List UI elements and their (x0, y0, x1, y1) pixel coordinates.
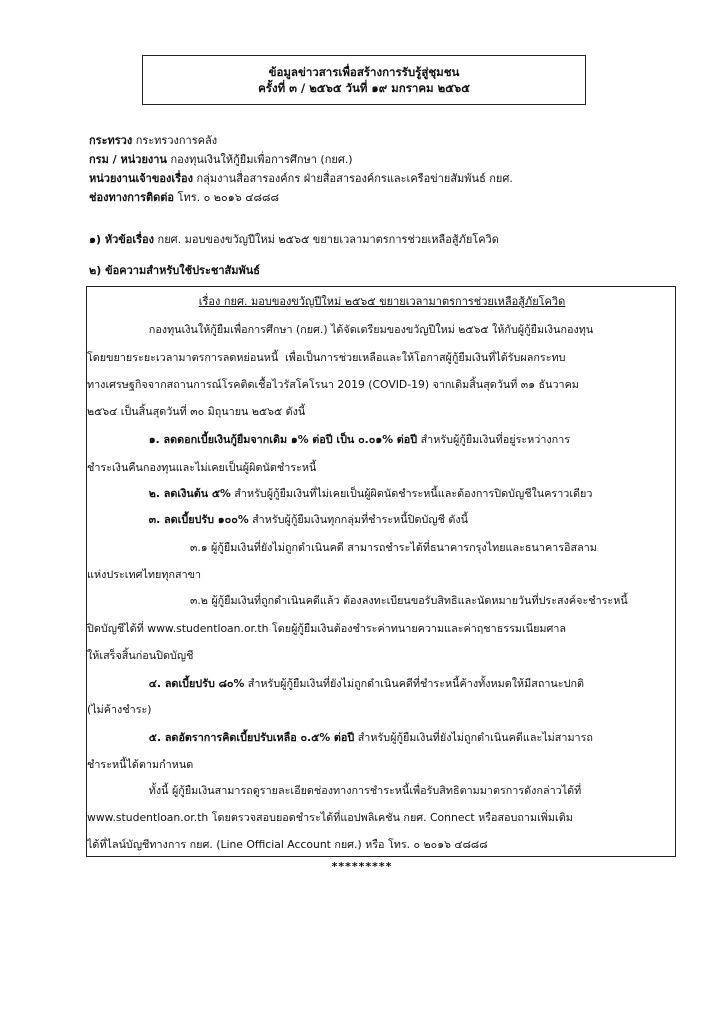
meta-contact (89, 188, 689, 207)
press-line-bold-text: ๕. ลดอัตราการคิดเบี้ยปรับเหลือ ๐.๕% ต่อปี (148, 731, 355, 744)
press-line (87, 485, 677, 503)
press-line (87, 403, 677, 421)
press-line (87, 539, 677, 557)
meta-contact-value: โทร. ๐ ๒๐๑๖ ๔๘๘๘ (177, 191, 280, 204)
press-line-text: (ไม่ค้างชำระ) (87, 703, 152, 716)
press-line (87, 809, 677, 827)
header-box (142, 55, 586, 105)
meta-ministry-label: กระทรวง (89, 134, 133, 147)
press-line-text: ทางเศรษฐกิจจากสถานการณ์โรคติดเชื้อไวรัสโคโรนา 2019 (COVID-19) จากเดิมสิ้นสุดวันที่ ๓๑ ธันวาคม (87, 378, 579, 391)
meta-block (89, 131, 689, 207)
press-line (87, 376, 677, 394)
meta-dept-label: กรม / หน่วยงาน (89, 153, 167, 166)
press-line-text: ทั้งนี้ ผู้กู้ยืมเงินสามารถดูรายละเอียดช่องทางการชำระหนี้เพื่อรับสิทธิตามมาตรการดังกล่าวได้ที่ (87, 784, 582, 797)
section-pr-label: ๒) ข้อความสำหรับใช้ประชาสัมพันธ์ (89, 264, 260, 277)
press-line-bold-text: ๓. ลดเบี้ยปรับ ๑๐๐% (148, 513, 249, 526)
header-issue-date: ครั้งที่ ๓ / ๒๕๖๕ วันที่ ๑๙ มกราคม ๒๕๖๕ (258, 81, 470, 95)
press-line-text (87, 677, 149, 690)
header-title: ข้อมูลข่าวสารเพื่อสร้างการรับรู้สู่ชุมชน (268, 65, 460, 79)
meta-owner-value: กลุ่มงานสื่อสารองค์กร ฝ่ายสื่อสารองค์กรและเครือข่ายสัมพันธ์ กยศ. (196, 172, 513, 185)
press-line (87, 675, 677, 693)
press-line-text (87, 513, 149, 526)
meta-contact-label: ช่องทางการติดต่อ (89, 191, 175, 204)
press-line (87, 729, 677, 747)
press-line-text: ชำระเงินคืนกองทุนและไม่เคยเป็นผู้ผิดนัดชำระหนี้ (87, 461, 317, 474)
meta-dept-value: กองทุนเงินให้กู้ยืมเพื่อการศึกษา (กยศ.) (170, 153, 353, 166)
section-subject (89, 231, 499, 249)
press-line (87, 431, 677, 449)
press-line (87, 592, 677, 610)
press-line (87, 756, 677, 774)
press-release-box (86, 286, 676, 857)
press-line-text: สำหรับผู้กู้ยืมเงินที่ไม่เคยเป็นผู้ผิดนัดชำระหนี้และต้องการปิดบัญชีในคราวเดียว (230, 487, 593, 500)
meta-owner-label: หน่วยงานเจ้าของเรื่อง (89, 172, 193, 185)
press-line (87, 511, 677, 529)
press-line-bold-text: ๑. ลดดอกเบี้ยเงินกู้ยืมจากเดิม ๑% ต่อปี เป็น ๐.๐๑% ต่อปี (148, 433, 418, 446)
press-line-text: www.studentloan.or.th โดยตรวจสอบยอดชำระได้ที่แอปพลิเคชัน กยศ. Connect หรือสอบถามเพิ่มเติม (87, 811, 573, 824)
press-line-bold-text: ๒. ลดเงินต้น ๕% (148, 487, 231, 500)
press-line-text: ปิดบัญชีได้ที่ www.studentloan.or.th โดยผู้กู้ยืมเงินต้องชำระค่าทนายความและค่าฤชาธรรมเนียมศาล (87, 622, 567, 635)
press-line-text: สำหรับผู้กู้ยืมเงินที่ยังไม่ถูกดำเนินคดีและไม่สามารถ (354, 731, 593, 744)
press-line-text: ๒๕๖๔ เป็นสิ้นสุดวันที่ ๓๐ มิถุนายน ๒๕๖๕ ดังนี้ (87, 405, 306, 418)
press-line (87, 459, 677, 477)
meta-dept (89, 150, 689, 169)
press-line-bold-text: ๔. ลดเบี้ยปรับ ๘๐% (148, 677, 245, 690)
press-line-text (87, 433, 149, 446)
press-line (87, 620, 677, 638)
meta-ministry-value: กระทรวงการคลัง (135, 134, 218, 147)
press-line-text: ได้ที่ไลน์บัญชีทางการ กยศ. (Line Official Account กยศ.) หรือ โทร. ๐ ๒๐๑๖ ๔๘๘๘ (87, 838, 488, 851)
press-line-text: สำหรับผู้กู้ยืมเงินที่ยังไม่ถูกดำเนินคดีที่ชำระหนี้ค้างทั้งหมดให้มีสถานะปกติ (244, 677, 585, 690)
press-line (87, 321, 677, 339)
press-line-text: ๓.๑ ผู้กู้ยืมเงินที่ยังไม่ถูกดำเนินคดี สามารถชำระได้ที่ธนาคารกรุงไทยและธนาคารอิสลาม (87, 541, 597, 554)
press-line (87, 566, 677, 584)
press-line-text: แห่งประเทศไทยทุกสาขา (87, 568, 202, 581)
section-subject-label: ๑) หัวข้อเรื่อง (89, 233, 155, 246)
press-line-text (87, 487, 149, 500)
end-mark: ********* (331, 860, 393, 873)
press-line-text: ชำระหนี้ได้ตามกำหนด (87, 758, 194, 771)
meta-owner (89, 169, 689, 188)
press-line-text: ๓.๒ ผู้กู้ยืมเงินที่ถูกดำเนินคดีแล้ว ต้องลงทะเบียนขอรับสิทธิและนัดหมายวันที่ประสงค์จะชำระหนี้ (87, 594, 628, 607)
section-pr-text (89, 262, 260, 280)
press-line-text: ให้เสร็จสิ้นก่อนปิดบัญชี (87, 649, 194, 662)
press-line (87, 349, 677, 367)
press-line (87, 647, 677, 665)
press-line-text (87, 731, 149, 744)
press-line (87, 782, 677, 800)
meta-ministry (89, 131, 689, 150)
press-line-text: กองทุนเงินให้กู้ยืมเพื่อการศึกษา (กยศ.) ได้จัดเตรียมของขวัญปีใหม่ ๒๕๖๕ ให้กับผู้กู้ยืมเงินกองทุน (87, 323, 594, 336)
press-line (87, 836, 677, 854)
press-line-text: สำหรับผู้กู้ยืมเงินที่อยู่ระหว่างการ (417, 433, 571, 446)
press-line-text: โดยขยายระยะเวลามาตรการลดหย่อนหนี้ เพื่อเป็นการช่วยเหลือและให้โอกาสผู้กู้ยืมเงินที่ได้รับผลกระทบ (87, 351, 566, 364)
section-subject-value: กยศ. มอบของขวัญปีใหม่ ๒๕๖๕ ขยายเวลามาตรการช่วยเหลือสู้ภัยโควิด (157, 233, 499, 246)
press-title: เรื่อง กยศ. มอบของขวัญปีใหม่ ๒๕๖๕ ขยายเวลามาตรการช่วยเหลือสู้ภัยโควิด (198, 295, 566, 308)
press-line (87, 701, 677, 719)
press-line-text: สำหรับผู้กู้ยืมเงินทุกกลุ่มที่ชำระหนี้ปิดบัญชี ดังนี้ (248, 513, 469, 526)
